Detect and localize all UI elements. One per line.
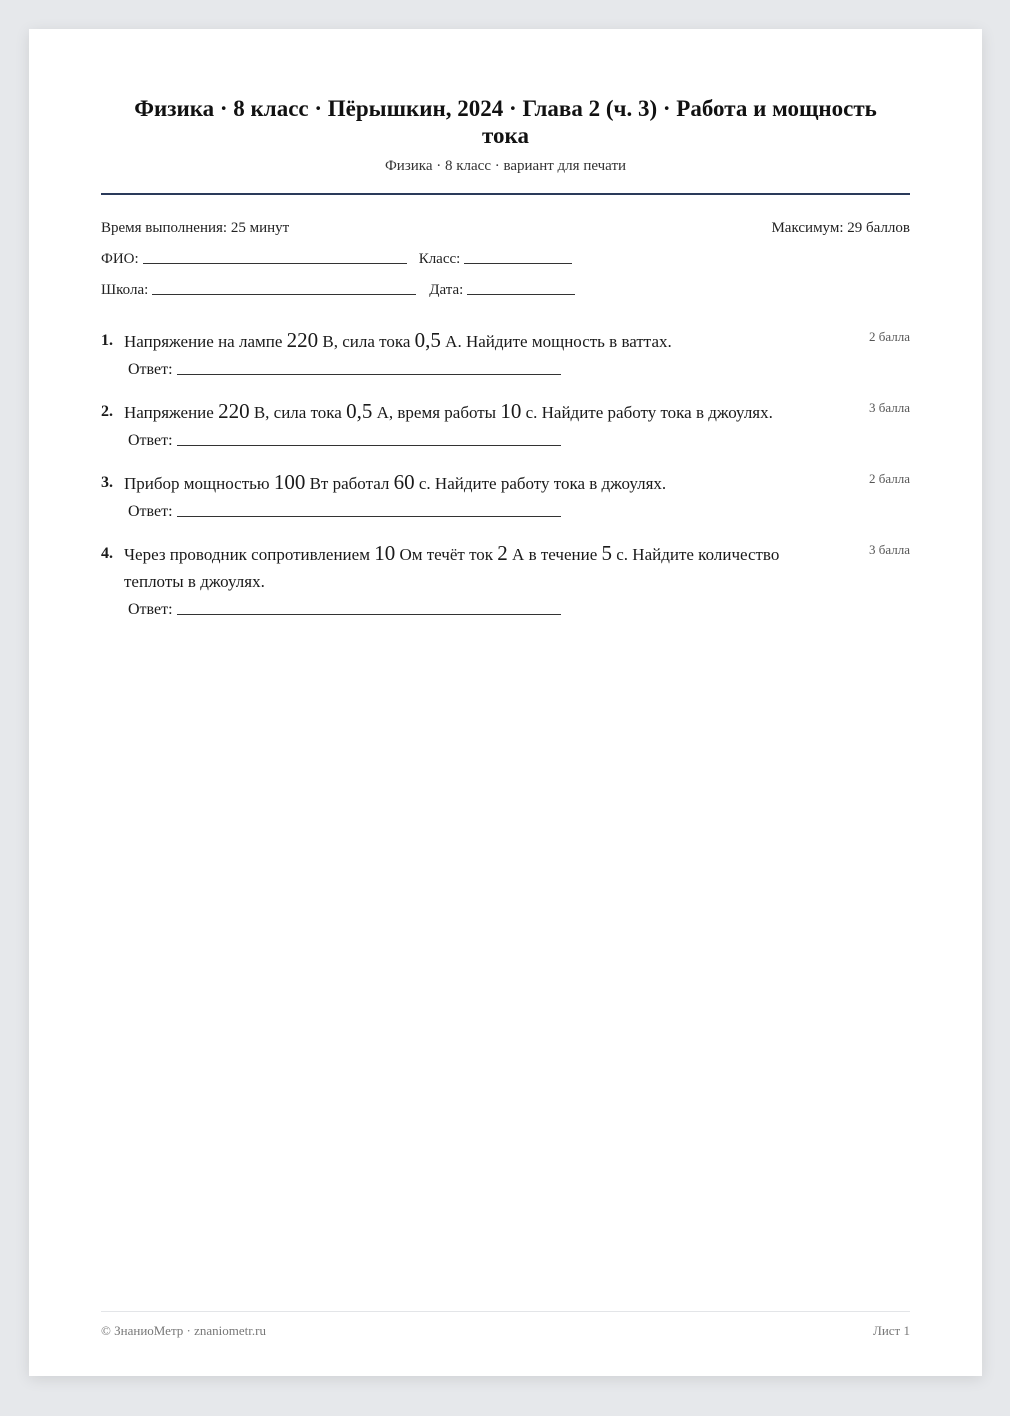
answer-field[interactable] xyxy=(177,613,561,615)
question-2 xyxy=(101,398,910,450)
question-text-part: В, сила тока xyxy=(249,403,347,422)
school-field[interactable] xyxy=(152,293,416,295)
question-3 xyxy=(101,469,910,521)
time-limit: Время выполнения: 25 минут xyxy=(101,220,290,236)
question-text-part: с. Найдите количество теплоты в джоулях. xyxy=(124,545,780,591)
page-content xyxy=(101,29,910,1376)
question-text-part: Ом течёт ток xyxy=(395,545,498,564)
question-text-part: В, сила тока xyxy=(318,332,415,351)
question-header xyxy=(101,327,910,355)
answer-label: Ответ: xyxy=(128,432,173,449)
question-points: 2 балла xyxy=(869,471,910,486)
answer-field[interactable] xyxy=(177,444,561,446)
date-label: Дата: xyxy=(429,282,464,298)
name-class-row xyxy=(101,251,910,268)
header-divider xyxy=(101,193,910,195)
question-list xyxy=(101,327,910,619)
question-text-part: Вт работал xyxy=(305,474,394,493)
question-text xyxy=(124,469,869,497)
meta-row xyxy=(101,220,910,237)
date-field[interactable] xyxy=(467,293,575,295)
question-header xyxy=(101,540,910,595)
question-text-part: Напряжение на лампе xyxy=(124,332,287,351)
answer-label: Ответ: xyxy=(128,361,173,378)
page-title: Физика · 8 класс · Пёрышкин, 2024 · Глава 2 (ч. 3) · Работа и мощность тока xyxy=(134,96,877,148)
question-value: 10 xyxy=(500,399,522,423)
question-value: 2 xyxy=(497,541,508,565)
school-date-row xyxy=(101,282,910,299)
footer-sheet-number: Лист 1 xyxy=(873,1323,910,1338)
page-subtitle: Физика · 8 класс · вариант для печати xyxy=(384,158,627,174)
max-score: Максимум: 29 баллов xyxy=(771,220,910,236)
question-value: 60 xyxy=(393,470,415,494)
name-field[interactable] xyxy=(143,262,407,264)
question-text-part: Через проводник сопротивлением xyxy=(124,545,375,564)
question-text-part: Прибор мощностью xyxy=(124,474,274,493)
question-header xyxy=(101,398,910,426)
question-number: 4. xyxy=(101,545,113,562)
question-number: 2. xyxy=(101,403,113,420)
question-text xyxy=(124,540,869,595)
school-label: Школа: xyxy=(101,282,149,298)
question-text-part: А. Найдите мощность в ваттах. xyxy=(440,332,672,351)
question-value: 100 xyxy=(273,470,306,494)
question-text-part: с. Найдите работу тока в джоулях. xyxy=(521,403,773,422)
question-text xyxy=(124,398,869,426)
answer-row xyxy=(128,601,910,619)
question-text-part: с. Найдите работу тока в джоулях. xyxy=(414,474,667,493)
question-value: 10 xyxy=(374,541,396,565)
question-4 xyxy=(101,540,910,619)
question-number: 3. xyxy=(101,474,113,491)
answer-field[interactable] xyxy=(177,515,561,517)
question-text-part: Напряжение xyxy=(124,403,219,422)
answer-row xyxy=(128,361,910,379)
page-footer xyxy=(101,1311,910,1339)
question-value: 220 xyxy=(286,328,319,352)
question-points: 2 балла xyxy=(869,329,910,344)
question-value: 0,5 xyxy=(414,328,441,352)
question-header xyxy=(101,469,910,497)
question-value: 220 xyxy=(218,399,250,423)
question-text-part: А в течение xyxy=(507,545,602,564)
question-number: 1. xyxy=(101,332,113,349)
class-label: Класс: xyxy=(418,251,461,267)
answer-field[interactable] xyxy=(177,373,561,375)
question-1 xyxy=(101,327,910,379)
question-points: 3 балла xyxy=(869,400,910,415)
question-text xyxy=(124,327,869,355)
question-points: 3 балла xyxy=(869,542,910,557)
question-value: 5 xyxy=(601,541,612,565)
footer-copyright: © ЗнаниоМетр · znaniometr.ru xyxy=(101,1323,266,1338)
answer-row xyxy=(128,503,910,521)
name-label: ФИО: xyxy=(101,251,139,267)
answer-label: Ответ: xyxy=(128,601,173,618)
answer-row xyxy=(128,432,910,450)
question-text-part: А, время работы xyxy=(372,403,501,422)
question-value: 0,5 xyxy=(346,399,373,423)
answer-label: Ответ: xyxy=(128,503,173,520)
class-field[interactable] xyxy=(464,262,572,264)
worksheet-page xyxy=(29,29,982,1376)
